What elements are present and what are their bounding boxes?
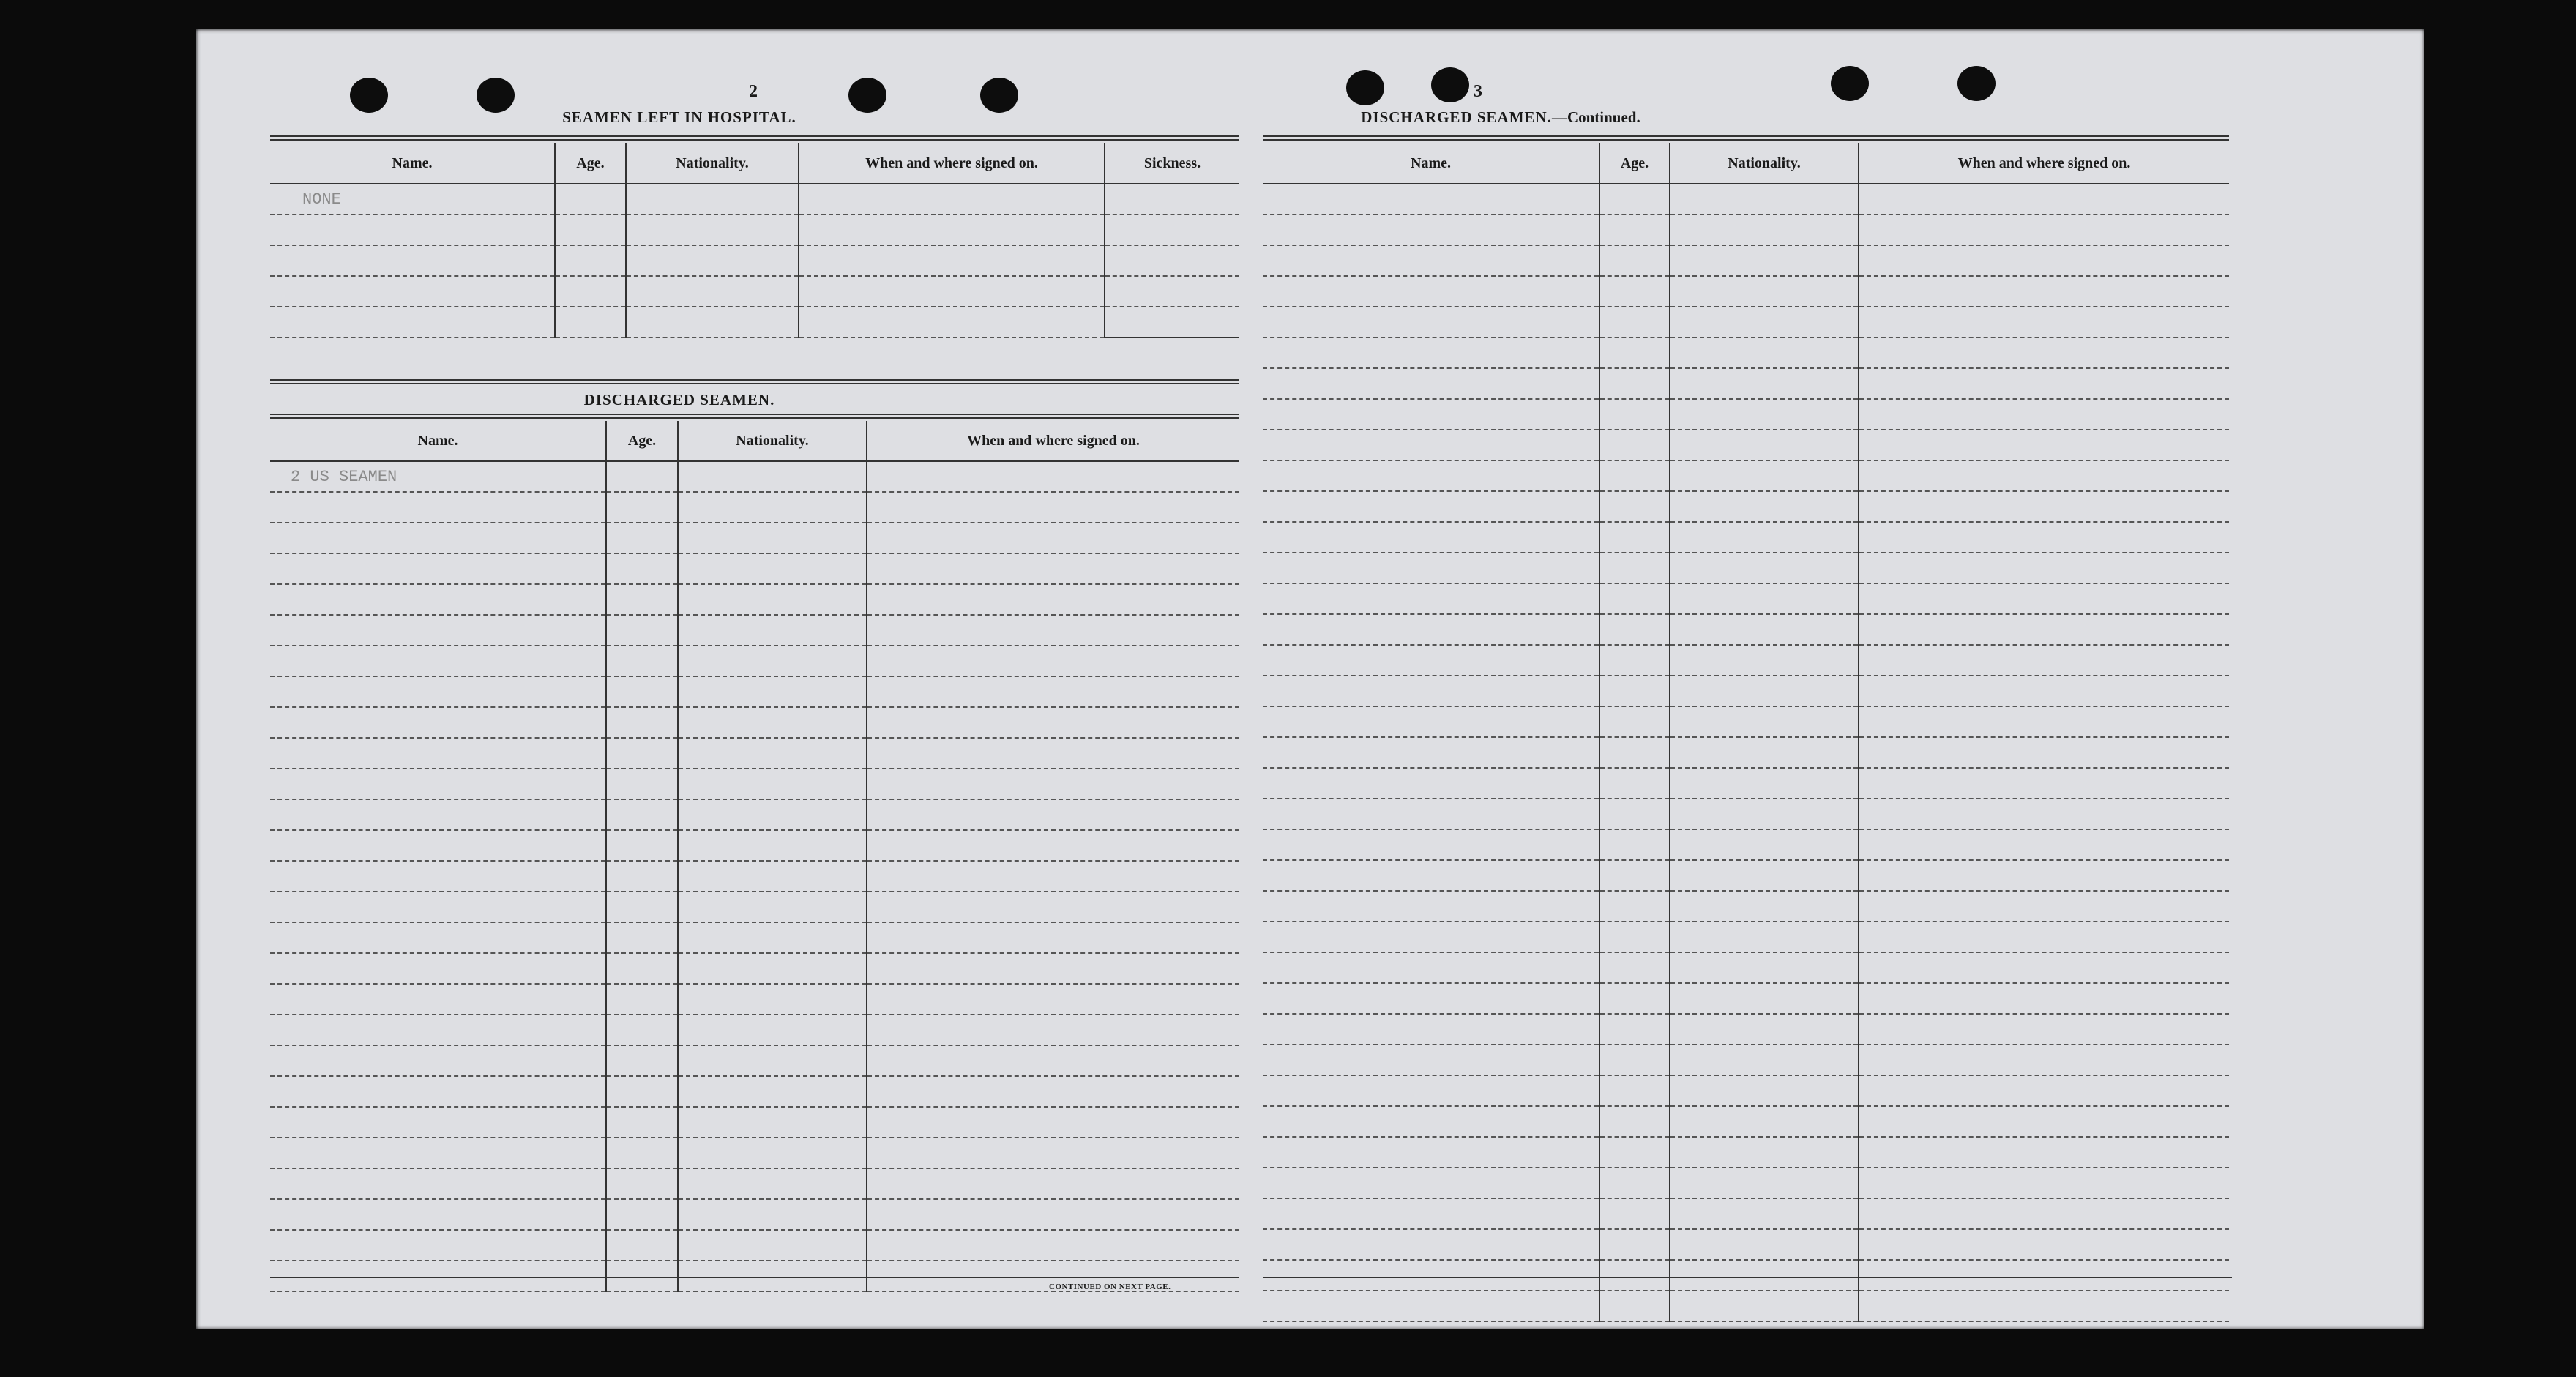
punch-hole [848,78,886,113]
table-row [270,676,1239,707]
table-row [270,984,1239,1015]
table-row [1263,860,2229,891]
title-text: DISCHARGED SEAMEN. [1361,108,1552,126]
table-row [1263,1075,2229,1106]
table-row [1263,430,2229,460]
table-row [270,1045,1239,1076]
table-row [270,1168,1239,1199]
table-row [1263,1168,2229,1198]
discharged-table [270,421,1239,1292]
table-row [270,646,1239,676]
column-header-signed-on: When and where signed on. [867,421,1239,461]
table-row [1263,706,2229,737]
table-row [1263,184,2229,214]
table-row [270,830,1239,861]
page-number: 2 [749,82,758,101]
table-row [270,461,1239,492]
punch-hole [1431,67,1469,102]
punch-hole [980,78,1018,113]
table-row [1263,952,2229,983]
table-row [1263,799,2229,829]
table-row [270,615,1239,646]
table-row [1263,553,2229,583]
table-row [1263,1229,2229,1260]
table-row [270,1076,1239,1107]
table-row [270,1015,1239,1045]
column-header-age: Age. [1599,143,1670,184]
table-row [270,553,1239,584]
column-header-signed-on: When and where signed on. [1859,143,2229,184]
table-row [270,584,1239,615]
table-row [1263,1291,2229,1321]
table-row [1263,1014,2229,1045]
table-row [270,799,1239,830]
table-row [1263,737,2229,768]
table-row [270,861,1239,892]
table-row [1263,1045,2229,1075]
table-row [1263,676,2229,706]
table-row [1263,583,2229,614]
column-header-name: Name. [270,421,606,461]
table-row [1263,891,2229,922]
discharged-continued-header-row [1263,143,2229,184]
hospital-section-title: SEAMEN LEFT IN HOSPITAL. [562,108,796,126]
punch-hole [350,78,388,113]
table-row [270,707,1239,738]
table-row [270,922,1239,953]
table-row [1263,614,2229,645]
column-header-name: Name. [270,143,555,184]
hospital-table [270,143,1239,338]
table-row [1263,491,2229,522]
table-row [1263,245,2229,276]
punch-hole [1957,66,1996,101]
table-row [1263,214,2229,245]
title-suffix: —Continued. [1551,108,1640,126]
punch-hole [1346,70,1384,105]
table-row [1263,1106,2229,1137]
punch-hole [477,78,515,113]
column-header-age: Age. [606,421,678,461]
hospital-header-row [270,143,1239,184]
table-row [1263,368,2229,399]
table-row [1263,307,2229,337]
left-page [196,29,1310,1329]
table-row [270,523,1239,553]
table-row [270,1138,1239,1168]
table-row [270,492,1239,523]
document-sheet [196,29,2424,1329]
continued-footer: CONTINUED ON NEXT PAGE. [1049,1283,1171,1291]
table-row [1263,645,2229,676]
punch-hole [1831,66,1869,101]
column-header-nationality: Nationality. [678,421,867,461]
table-row [1263,276,2229,307]
discharged-section-title: DISCHARGED SEAMEN. [583,391,775,408]
table-row [1263,768,2229,799]
table-row [1263,983,2229,1014]
table-row [1263,399,2229,430]
discharged-entry-name: 2 US SEAMEN [270,461,606,492]
table-row [270,276,1239,307]
rule [1263,1277,2232,1278]
table-row [1263,460,2229,491]
table-row [270,214,1239,245]
table-row [270,307,1239,337]
table-row [1263,829,2229,860]
rule [270,379,1239,384]
rule [270,135,1239,141]
table-row [270,245,1239,276]
table-row [1263,1137,2229,1168]
table-row [270,1230,1239,1261]
page-number: 3 [1474,82,1482,101]
discharged-continued-title [1208,108,1793,127]
column-header-nationality: Nationality. [1670,143,1859,184]
column-header-signed-on: When and where signed on. [799,143,1105,184]
discharged-continued-table [1263,143,2229,1322]
table-row [270,184,1239,214]
rule [1263,135,2229,141]
table-row [1263,337,2229,368]
rule [270,1277,1239,1278]
table-row [1263,1198,2229,1229]
table-row [270,953,1239,984]
discharged-header-row [270,421,1239,461]
right-page [1310,29,2424,1329]
table-row [270,892,1239,922]
column-header-name: Name. [1263,143,1599,184]
column-header-sickness: Sickness. [1105,143,1239,184]
rule [270,414,1239,419]
table-row [1263,1260,2229,1291]
table-row [270,738,1239,769]
table-row [1263,522,2229,553]
table-row [270,1107,1239,1138]
hospital-entry-name: NONE [270,184,555,214]
table-row [1263,922,2229,952]
table-row [270,769,1239,799]
column-header-nationality: Nationality. [626,143,799,184]
column-header-age: Age. [555,143,626,184]
table-row [270,1199,1239,1230]
